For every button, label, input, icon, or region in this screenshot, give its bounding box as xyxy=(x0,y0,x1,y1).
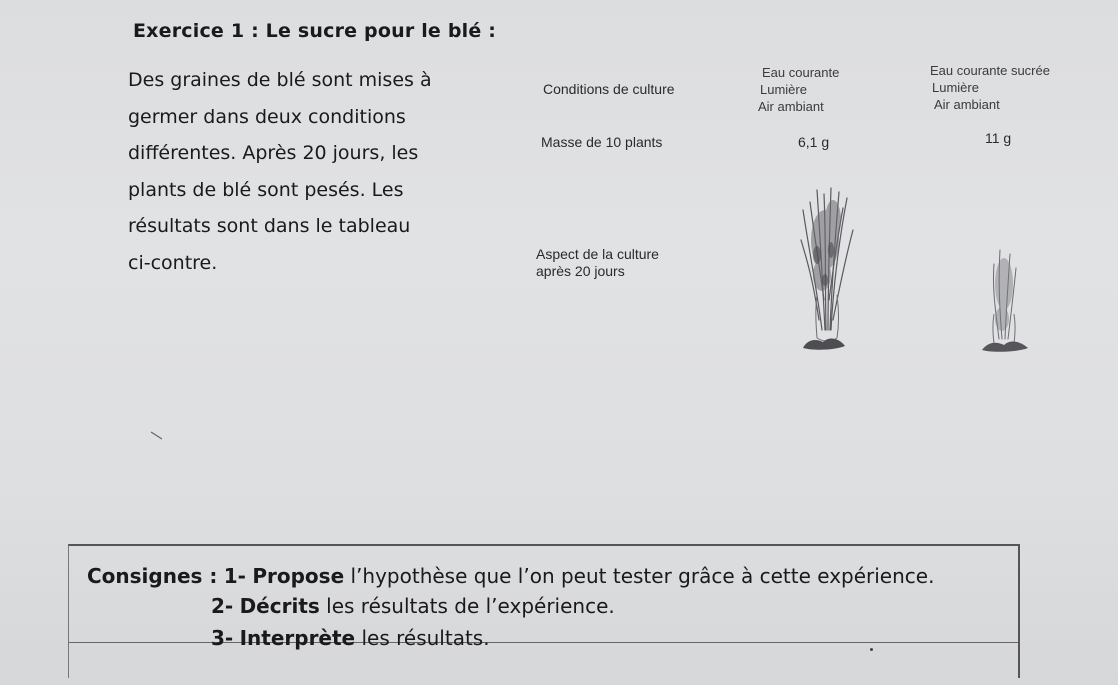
condition-line: Eau courante sucrée xyxy=(930,63,1050,78)
intro-line: germer dans deux conditions xyxy=(128,105,406,128)
instructions-label: Consignes : xyxy=(87,564,218,588)
exercise-title: Exercice 1 : Le sucre pour le blé : xyxy=(133,20,497,42)
pencil-mark xyxy=(150,431,164,441)
condition-line: Lumière xyxy=(760,82,807,97)
instruction-number: 1- xyxy=(223,564,246,588)
row-label-aspect xyxy=(536,246,659,280)
row-label-conditions: Conditions de culture xyxy=(543,81,675,97)
condition-line: Air ambiant xyxy=(758,99,824,114)
instruction-text: l’hypothèse que l’on peut tester grâce à cette expérience. xyxy=(350,564,935,588)
paper-speck xyxy=(870,648,873,651)
mass-value-normal-water: 6,1 g xyxy=(798,134,830,150)
instruction-text: les résultats. xyxy=(361,626,490,650)
row-label-aspect-line: après 20 jours xyxy=(536,263,625,279)
condition-cell-sugar-water xyxy=(928,62,1050,113)
intro-line: Des graines de blé sont mises à xyxy=(128,69,432,91)
condition-line: Lumière xyxy=(932,80,979,95)
wheat-culture-normal-water-image xyxy=(795,180,860,355)
intro-line: ci-contre. xyxy=(128,251,218,274)
instruction-1 xyxy=(87,564,934,588)
instruction-3 xyxy=(211,626,490,650)
intro-paragraph xyxy=(128,62,458,281)
instruction-2 xyxy=(211,594,615,618)
intro-line: différentes. Après 20 jours, les xyxy=(128,142,419,164)
instruction-verb: Décrits xyxy=(239,594,320,618)
instructions-box xyxy=(68,544,1020,678)
instruction-verb: Interprète xyxy=(239,626,356,650)
instruction-text: les résultats de l’expérience. xyxy=(326,594,615,618)
wheat-culture-sugar-water-image xyxy=(978,244,1033,359)
intro-line: résultats sont dans le tableau xyxy=(128,215,411,237)
row-label-mass: Masse de 10 plants xyxy=(541,134,663,150)
mass-value-sugar-water: 11 g xyxy=(985,130,1012,146)
row-label-aspect-line: Aspect de la culture xyxy=(536,246,659,262)
intro-line: plants de blé sont pesés. Les xyxy=(128,178,404,201)
instruction-verb: Propose xyxy=(252,564,345,588)
condition-cell-normal-water xyxy=(760,64,839,115)
condition-line: Eau courante xyxy=(762,65,840,80)
instruction-number: 2- xyxy=(211,594,234,618)
instruction-number: 3- xyxy=(211,626,234,650)
condition-line: Air ambiant xyxy=(934,97,1000,112)
